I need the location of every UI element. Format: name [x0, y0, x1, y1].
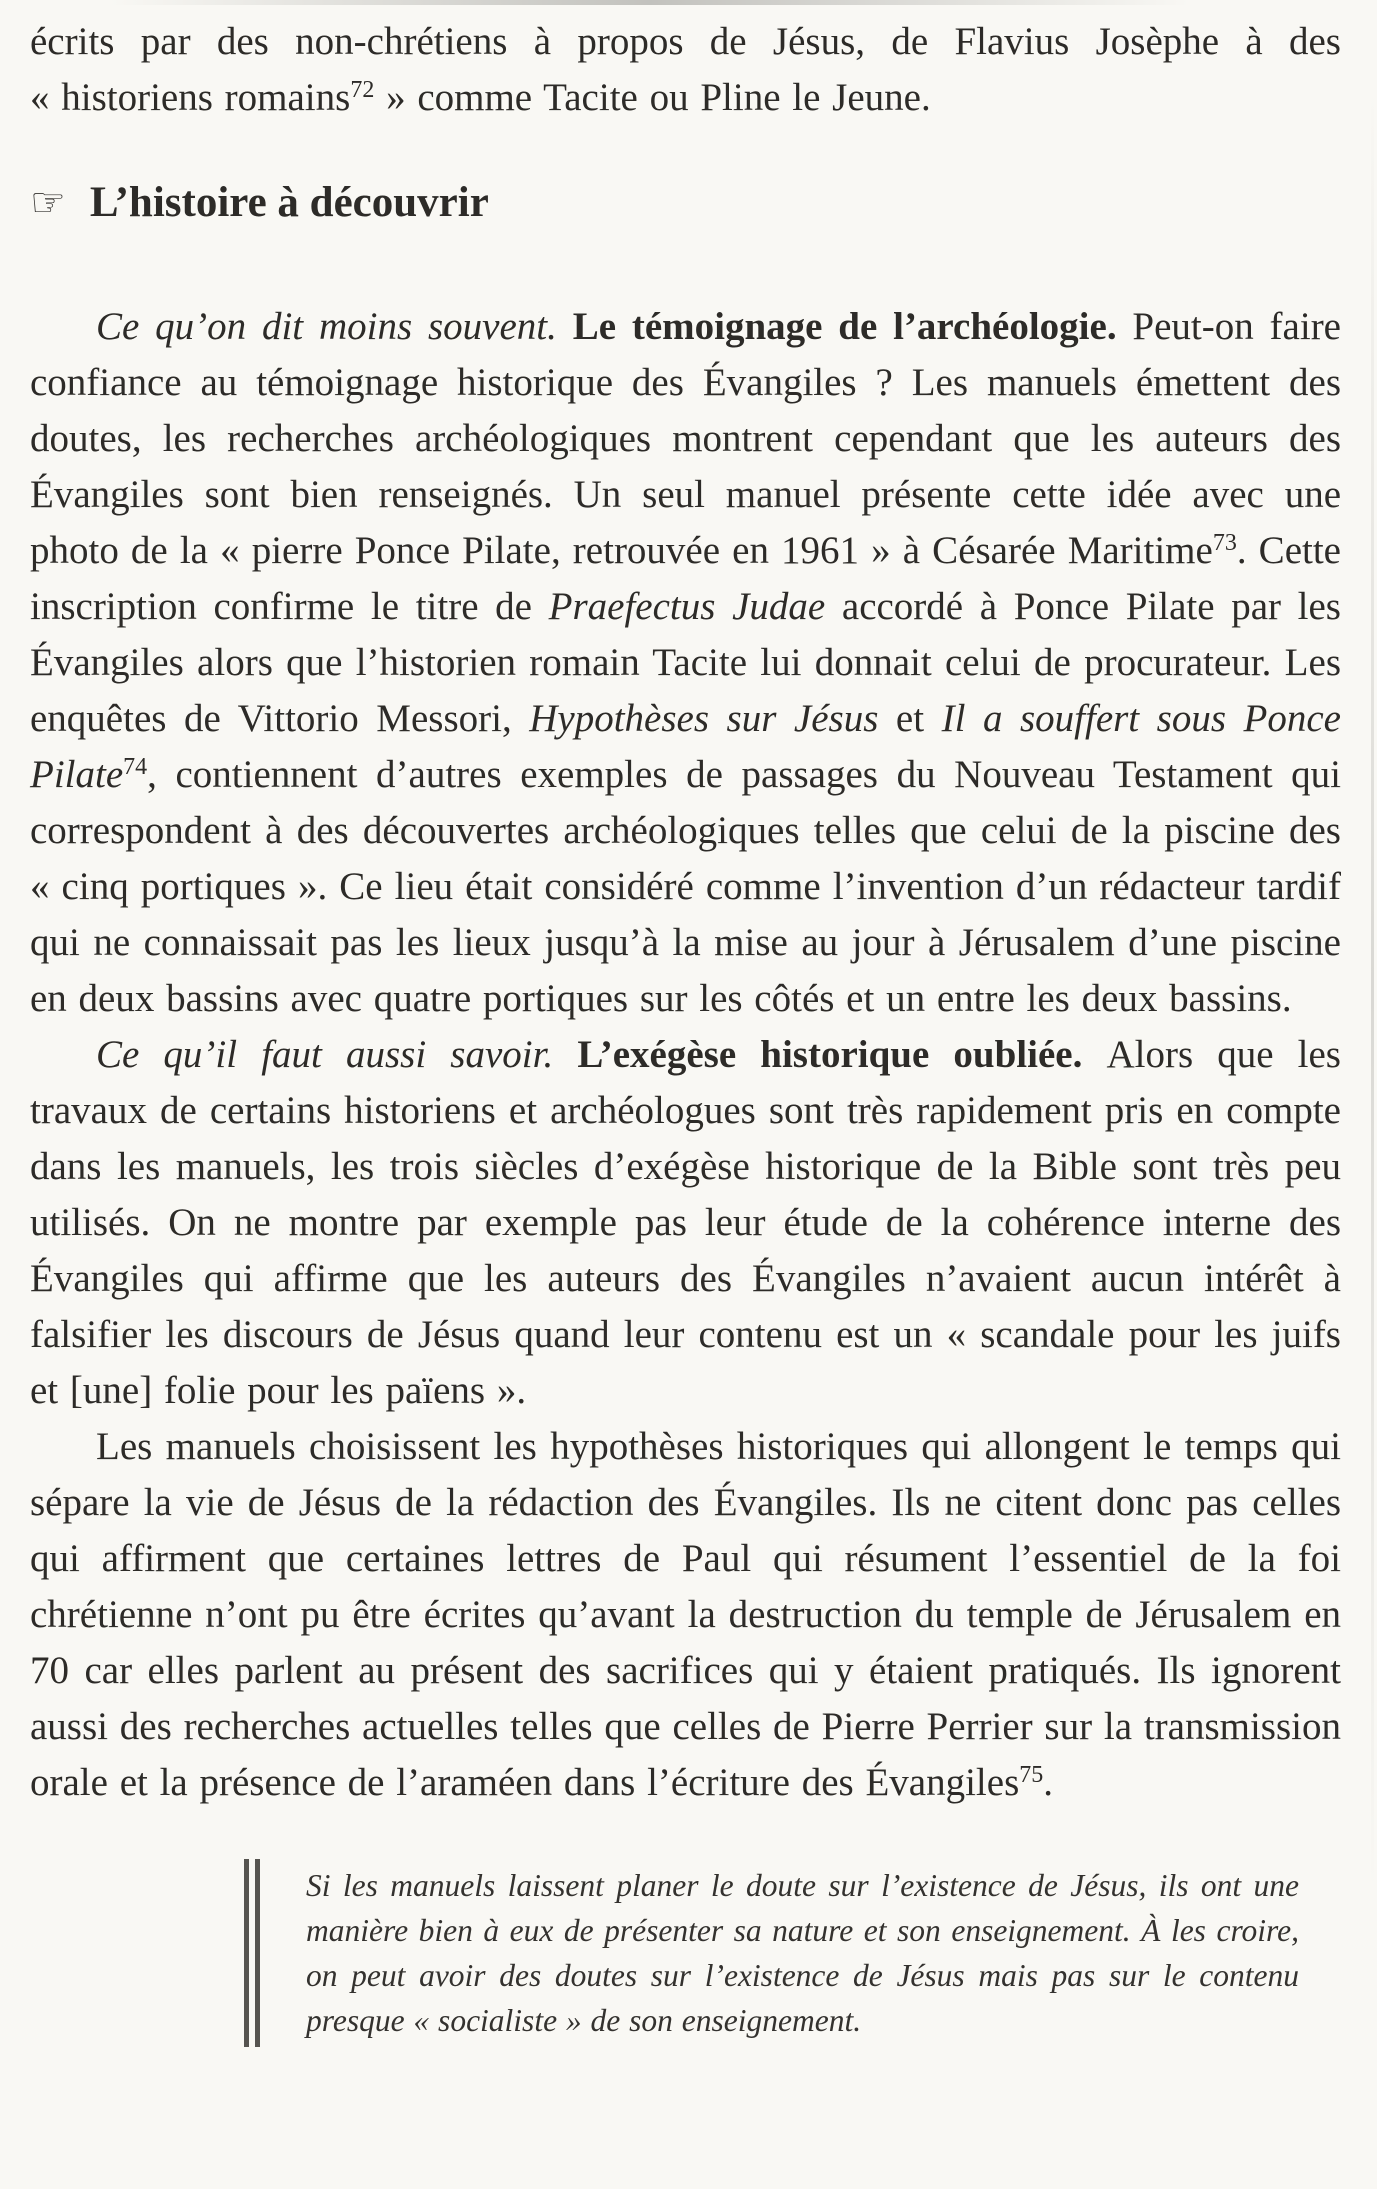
- para3-body-1: Les manuels choisissent les hypothèses historiques qui allongent le temps qui sépare la vie de Jésus de la rédaction des Évangiles. Ils ne citent donc pas celles qui affirment que certaines lettres de Paul qui résument l’essentiel de la foi chrétienne n’ont pu être écrites qu’avant la destruction du temple de Jérusalem en 70 car elles parlent au présent des sacrifices qui y étaient pratiqués. Ils ignorent aussi des recherches actuelles telles que celles de Pierre Perrier sur la transmission orale et la présence de l’araméen dans l’écriture des Évangiles: [30, 1425, 1341, 1805]
- para2-lead-italic: Ce qu’il faut aussi savoir.: [96, 1033, 578, 1077]
- para2-lead-bold: L’exégèse historique oubliée.: [577, 1033, 1107, 1077]
- para1-italic-souffert: Il a souffert sous Ponce Pilate: [30, 697, 1341, 797]
- para1-lead-bold: Le témoignage de l’archéologie.: [572, 305, 1133, 349]
- footnote-ref-75: 75: [1019, 1762, 1044, 1789]
- paragraph-temoignage-archeologie: [30, 299, 1341, 1027]
- para1-body-5: , contiennent d’autres exemples de passages du Nouveau Testament qui correspondent à des découvertes archéologiques telles que celui de la piscine des « cinq portiques ». Ce lieu était considéré comme l’invention d’un rédacteur tardif qui ne connaissait pas les lieux jusqu’à la mise au jour à Jérusalem d’une piscine en deux bassins avec quatre portiques sur les côtés et un entre les deux bassins.: [30, 753, 1341, 1021]
- pull-quote: [244, 1859, 1299, 2047]
- para1-italic-hypotheses: Hypothèses sur Jésus: [529, 697, 879, 741]
- scan-artifact-top: [110, 0, 1190, 5]
- paragraph-hypotheses-historiques: [30, 1419, 1341, 1811]
- intro-paragraph: [30, 14, 1341, 126]
- para1-italic-praefectus: Praefectus Judae: [548, 585, 826, 629]
- para1-body-3: accordé à Ponce Pilate par les Évangiles alors que l’historien romain Tacite lui donnait celui de procurateur. Les enquêtes de Vittorio Messori,: [30, 585, 1341, 741]
- intro-text-1: écrits par des non-chrétiens à propos de Jésus, de Flavius Josèphe à des « historiens romains: [30, 20, 1341, 119]
- footnote-ref-74: 74: [123, 754, 148, 781]
- para1-body-2: . Cette inscription confirme le titre de: [30, 529, 1341, 629]
- pointing-hand-icon: ☞: [30, 180, 66, 226]
- footnote-ref-73: 73: [1212, 530, 1237, 557]
- section-heading: [30, 178, 1341, 227]
- pull-quote-text: Si les manuels laissent planer le doute sur l’existence de Jésus, ils ont une manière bien à eux de présenter sa nature et son enseignement. À les croire, on peut avoir des doutes sur l’existence de Jésus mais pas sur le contenu presque « socialiste » de son enseignement.: [306, 1868, 1299, 2039]
- para3-body-2: .: [1043, 1761, 1053, 1805]
- section-heading-label: L’histoire à découvrir: [89, 179, 489, 226]
- para1-lead-italic: Ce qu’on dit moins souvent.: [96, 305, 573, 349]
- para1-body-4: et: [878, 697, 942, 741]
- footnote-ref-72: 72: [350, 76, 375, 103]
- para1-body-1: Peut-on faire confiance au témoignage historique des Évangiles ? Les manuels émettent des doutes, les recherches archéologiques montrent cependant que les auteurs des Évangiles sont bien renseignés. Un seul manuel présente cette idée avec une photo de la « pierre Ponce Pilate, retrouvée en 1961 » à Césarée Maritime: [30, 305, 1341, 573]
- intro-text-2: » comme Tacite ou Pline le Jeune.: [374, 76, 931, 119]
- para2-body: Alors que les travaux de certains historiens et archéologues sont très rapidement pris en compte dans les manuels, les trois siècles d’exégèse historique de la Bible sont très peu utilisés. On ne montre par exemple pas leur étude de la cohérence interne des Évangiles qui affirme que les auteurs des Évangiles n’avaient aucun intérêt à falsifier les discours de Jésus quand leur contenu est un « scandale pour les juifs et [une] folie pour les païens ».: [30, 1033, 1341, 1413]
- paragraph-exegese-oubliee: [30, 1027, 1341, 1419]
- scan-artifact-right: [1371, 90, 1374, 1890]
